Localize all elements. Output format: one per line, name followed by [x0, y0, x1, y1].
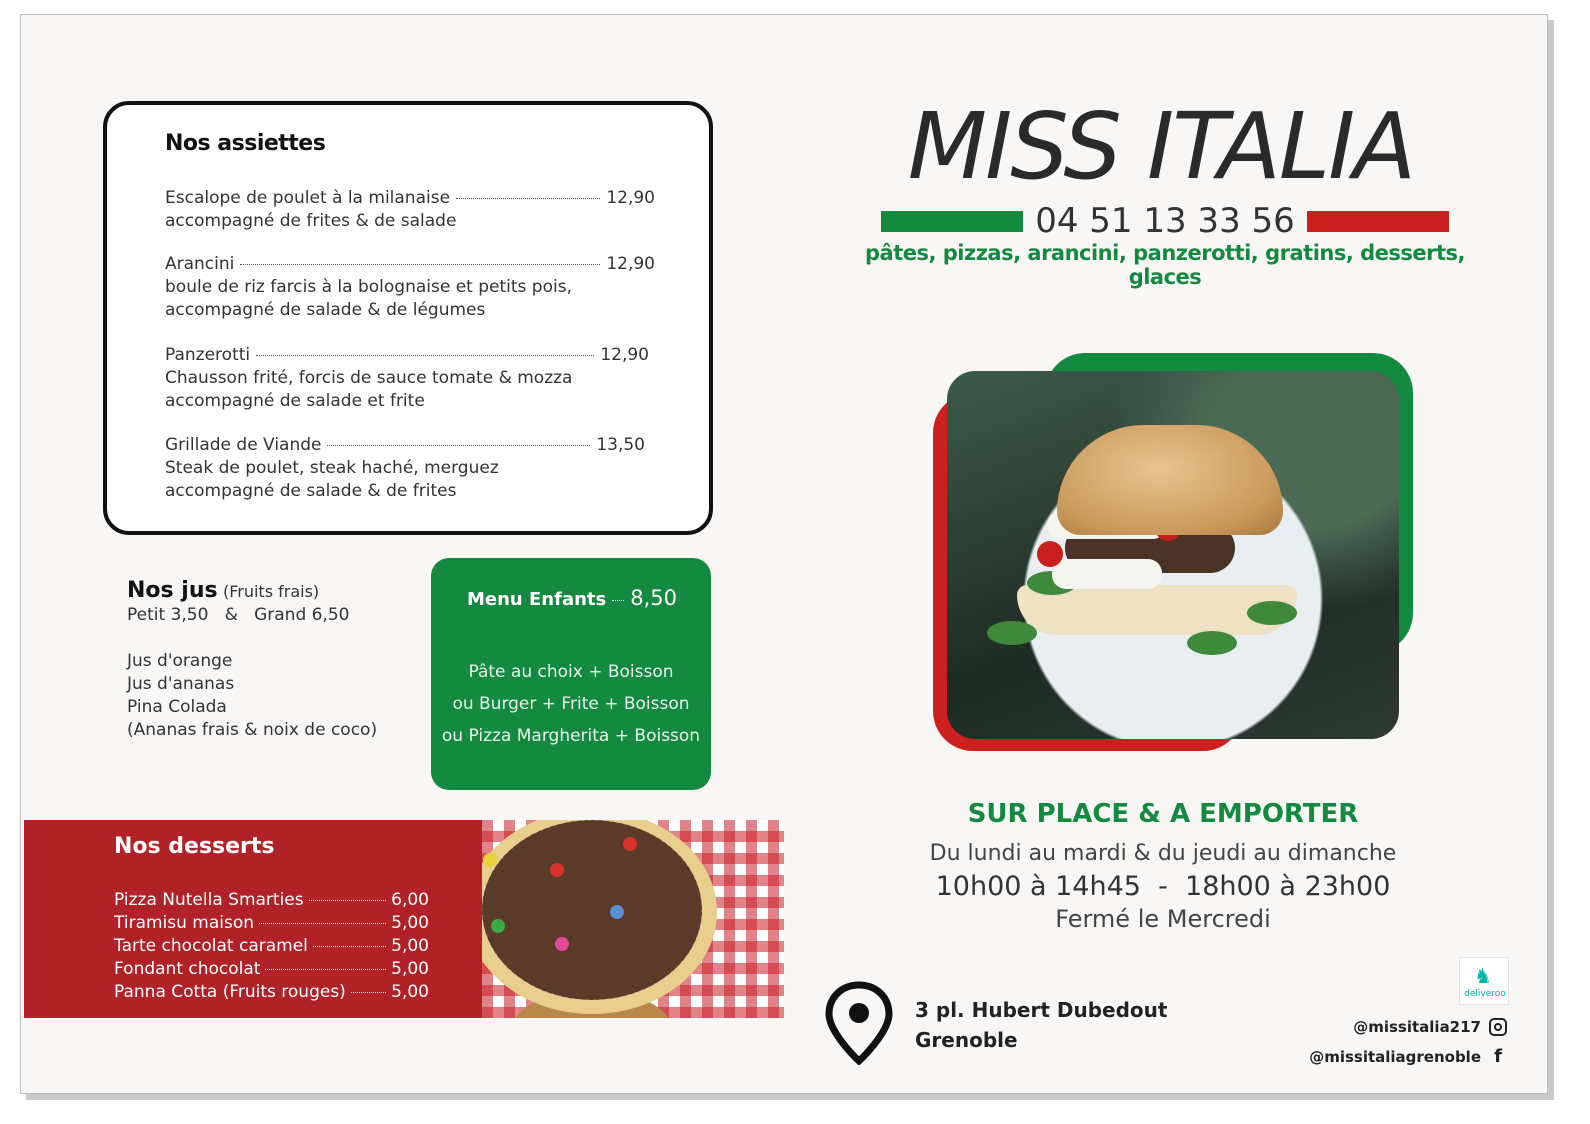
address-street: 3 pl. Hubert Dubedout — [915, 998, 1168, 1022]
dish-desc: Chausson frité, forcis de sauce tomate & mozza — [165, 368, 573, 388]
dessert-name: Pizza Nutella Smarties — [114, 890, 304, 910]
enfants-option: Pâte au choix + Boisson — [468, 662, 674, 682]
leader-dots — [259, 923, 386, 924]
dessert-name: Tarte chocolat caramel — [114, 936, 308, 956]
deliveroo-logo[interactable] — [1459, 957, 1509, 1005]
jus-section — [127, 579, 427, 742]
pizza-nutella-photo — [482, 820, 784, 1018]
enfants-title: Menu Enfants — [467, 589, 607, 610]
jus-subtitle: (Fruits frais) — [222, 582, 320, 601]
phone-number[interactable]: 04 51 13 33 56 — [1035, 201, 1295, 241]
dish-desc: accompagné de frites & de salade — [165, 211, 457, 231]
address — [915, 995, 1167, 1055]
jus-sizes: Petit 3,50 & Grand 6,50 — [127, 605, 350, 625]
instagram-icon[interactable] — [1489, 1018, 1507, 1036]
jus-item: (Ananas frais & noix de coco) — [127, 720, 378, 740]
leader-dots — [309, 900, 387, 901]
address-city: Grenoble — [915, 1028, 1018, 1052]
leader-dots — [351, 992, 386, 993]
dessert-price: 5,00 — [391, 913, 429, 933]
dish-name: Panzerotti — [165, 345, 251, 365]
enfants-price: 8,50 — [630, 586, 677, 610]
facebook-handle-row[interactable] — [1309, 1046, 1507, 1067]
leader-dots — [456, 198, 600, 199]
facebook-icon[interactable]: f — [1494, 1046, 1502, 1067]
instagram-handle-row[interactable] — [1353, 1018, 1507, 1036]
cherry-tomato — [1037, 541, 1063, 567]
dish-item — [165, 253, 655, 322]
leader-dots — [256, 355, 594, 356]
burger-photo — [947, 371, 1399, 739]
desserts-band — [24, 820, 784, 1018]
jus-title: Nos jus — [127, 578, 218, 603]
italian-flag-red-bar — [1307, 211, 1449, 232]
dish-item — [165, 187, 655, 233]
leader-dots — [265, 969, 386, 970]
burger-bun-top — [1057, 425, 1283, 535]
dessert-name: Panna Cotta (Fruits rouges) — [114, 982, 346, 1002]
dessert-item — [114, 936, 429, 956]
mozzarella-slice — [1052, 559, 1162, 589]
burger-photo-frame — [933, 353, 1423, 753]
salad-leaf — [987, 621, 1037, 645]
dish-item — [165, 344, 649, 413]
enfants-option: ou Burger + Frite + Boisson — [452, 694, 690, 714]
dessert-price: 5,00 — [391, 959, 429, 979]
dish-item — [165, 434, 645, 503]
desserts-title: Nos desserts — [114, 834, 275, 859]
dish-desc: boule de riz farcis à la bolognaise et petits pois, — [165, 277, 572, 297]
opening-hours: 10h00 à 14h45 - 18h00 à 23h00 — [935, 871, 1391, 902]
jus-item: Pina Colada — [127, 697, 227, 717]
dessert-name: Tiramisu maison — [114, 913, 255, 933]
opening-days: Du lundi au mardi & du jeudi au dimanche — [929, 841, 1397, 866]
jus-item: Jus d'ananas — [127, 674, 235, 694]
facebook-handle[interactable]: @missitaliagrenoble — [1309, 1047, 1481, 1066]
pizza-illustration — [482, 820, 784, 1018]
dish-price: 12,90 — [606, 254, 655, 274]
tagline: pâtes, pizzas, arancini, panzerotti, gratins, desserts, glaces — [864, 241, 1466, 289]
dish-name: Grillade de Viande — [165, 435, 322, 455]
deliveroo-kangaroo-icon: ♞ — [1474, 964, 1492, 988]
dish-desc: accompagné de salade & de légumes — [165, 300, 486, 320]
dessert-price: 6,00 — [391, 890, 429, 910]
italian-flag-green-bar — [881, 211, 1023, 232]
enfants-option: ou Pizza Margherita + Boisson — [441, 726, 701, 746]
leader-dots — [313, 946, 386, 947]
dessert-item — [114, 982, 429, 1002]
dish-price: 13,50 — [596, 435, 645, 455]
dessert-name: Fondant chocolat — [114, 959, 261, 979]
dish-name: Escalope de poulet à la milanaise — [165, 188, 451, 208]
menu-page — [20, 14, 1548, 1094]
dessert-price: 5,00 — [391, 982, 429, 1002]
dessert-item — [114, 913, 429, 933]
dish-desc: Steak de poulet, steak haché, merguez — [165, 458, 499, 478]
deliveroo-label: deliveroo — [1464, 989, 1506, 999]
assiettes-box — [103, 101, 713, 535]
salad-leaf — [1187, 631, 1237, 655]
assiettes-title: Nos assiettes — [165, 131, 326, 156]
jus-item: Jus d'orange — [127, 651, 233, 671]
instagram-handle[interactable]: @missitalia217 — [1353, 1018, 1481, 1036]
dish-desc: accompagné de salade & de frites — [165, 481, 457, 501]
dessert-price: 5,00 — [391, 936, 429, 956]
dessert-item — [114, 959, 429, 979]
dish-desc: accompagné de salade et frite — [165, 391, 425, 411]
phone-row — [881, 201, 1449, 245]
leader-dots — [240, 264, 600, 265]
dish-name: Arancini — [165, 254, 235, 274]
closed-day: Fermé le Mercredi — [1055, 905, 1271, 933]
dessert-item — [114, 890, 429, 910]
dish-price: 12,90 — [606, 188, 655, 208]
dish-price: 12,90 — [600, 345, 649, 365]
location-pin-icon — [825, 981, 893, 1065]
leader-dots — [612, 600, 624, 601]
service-mode: SUR PLACE & A EMPORTER — [967, 799, 1359, 829]
leader-dots — [327, 445, 590, 446]
menu-enfants-box — [431, 558, 711, 790]
brand-title: MISS ITALIA — [907, 93, 1415, 200]
salad-leaf — [1247, 601, 1297, 625]
